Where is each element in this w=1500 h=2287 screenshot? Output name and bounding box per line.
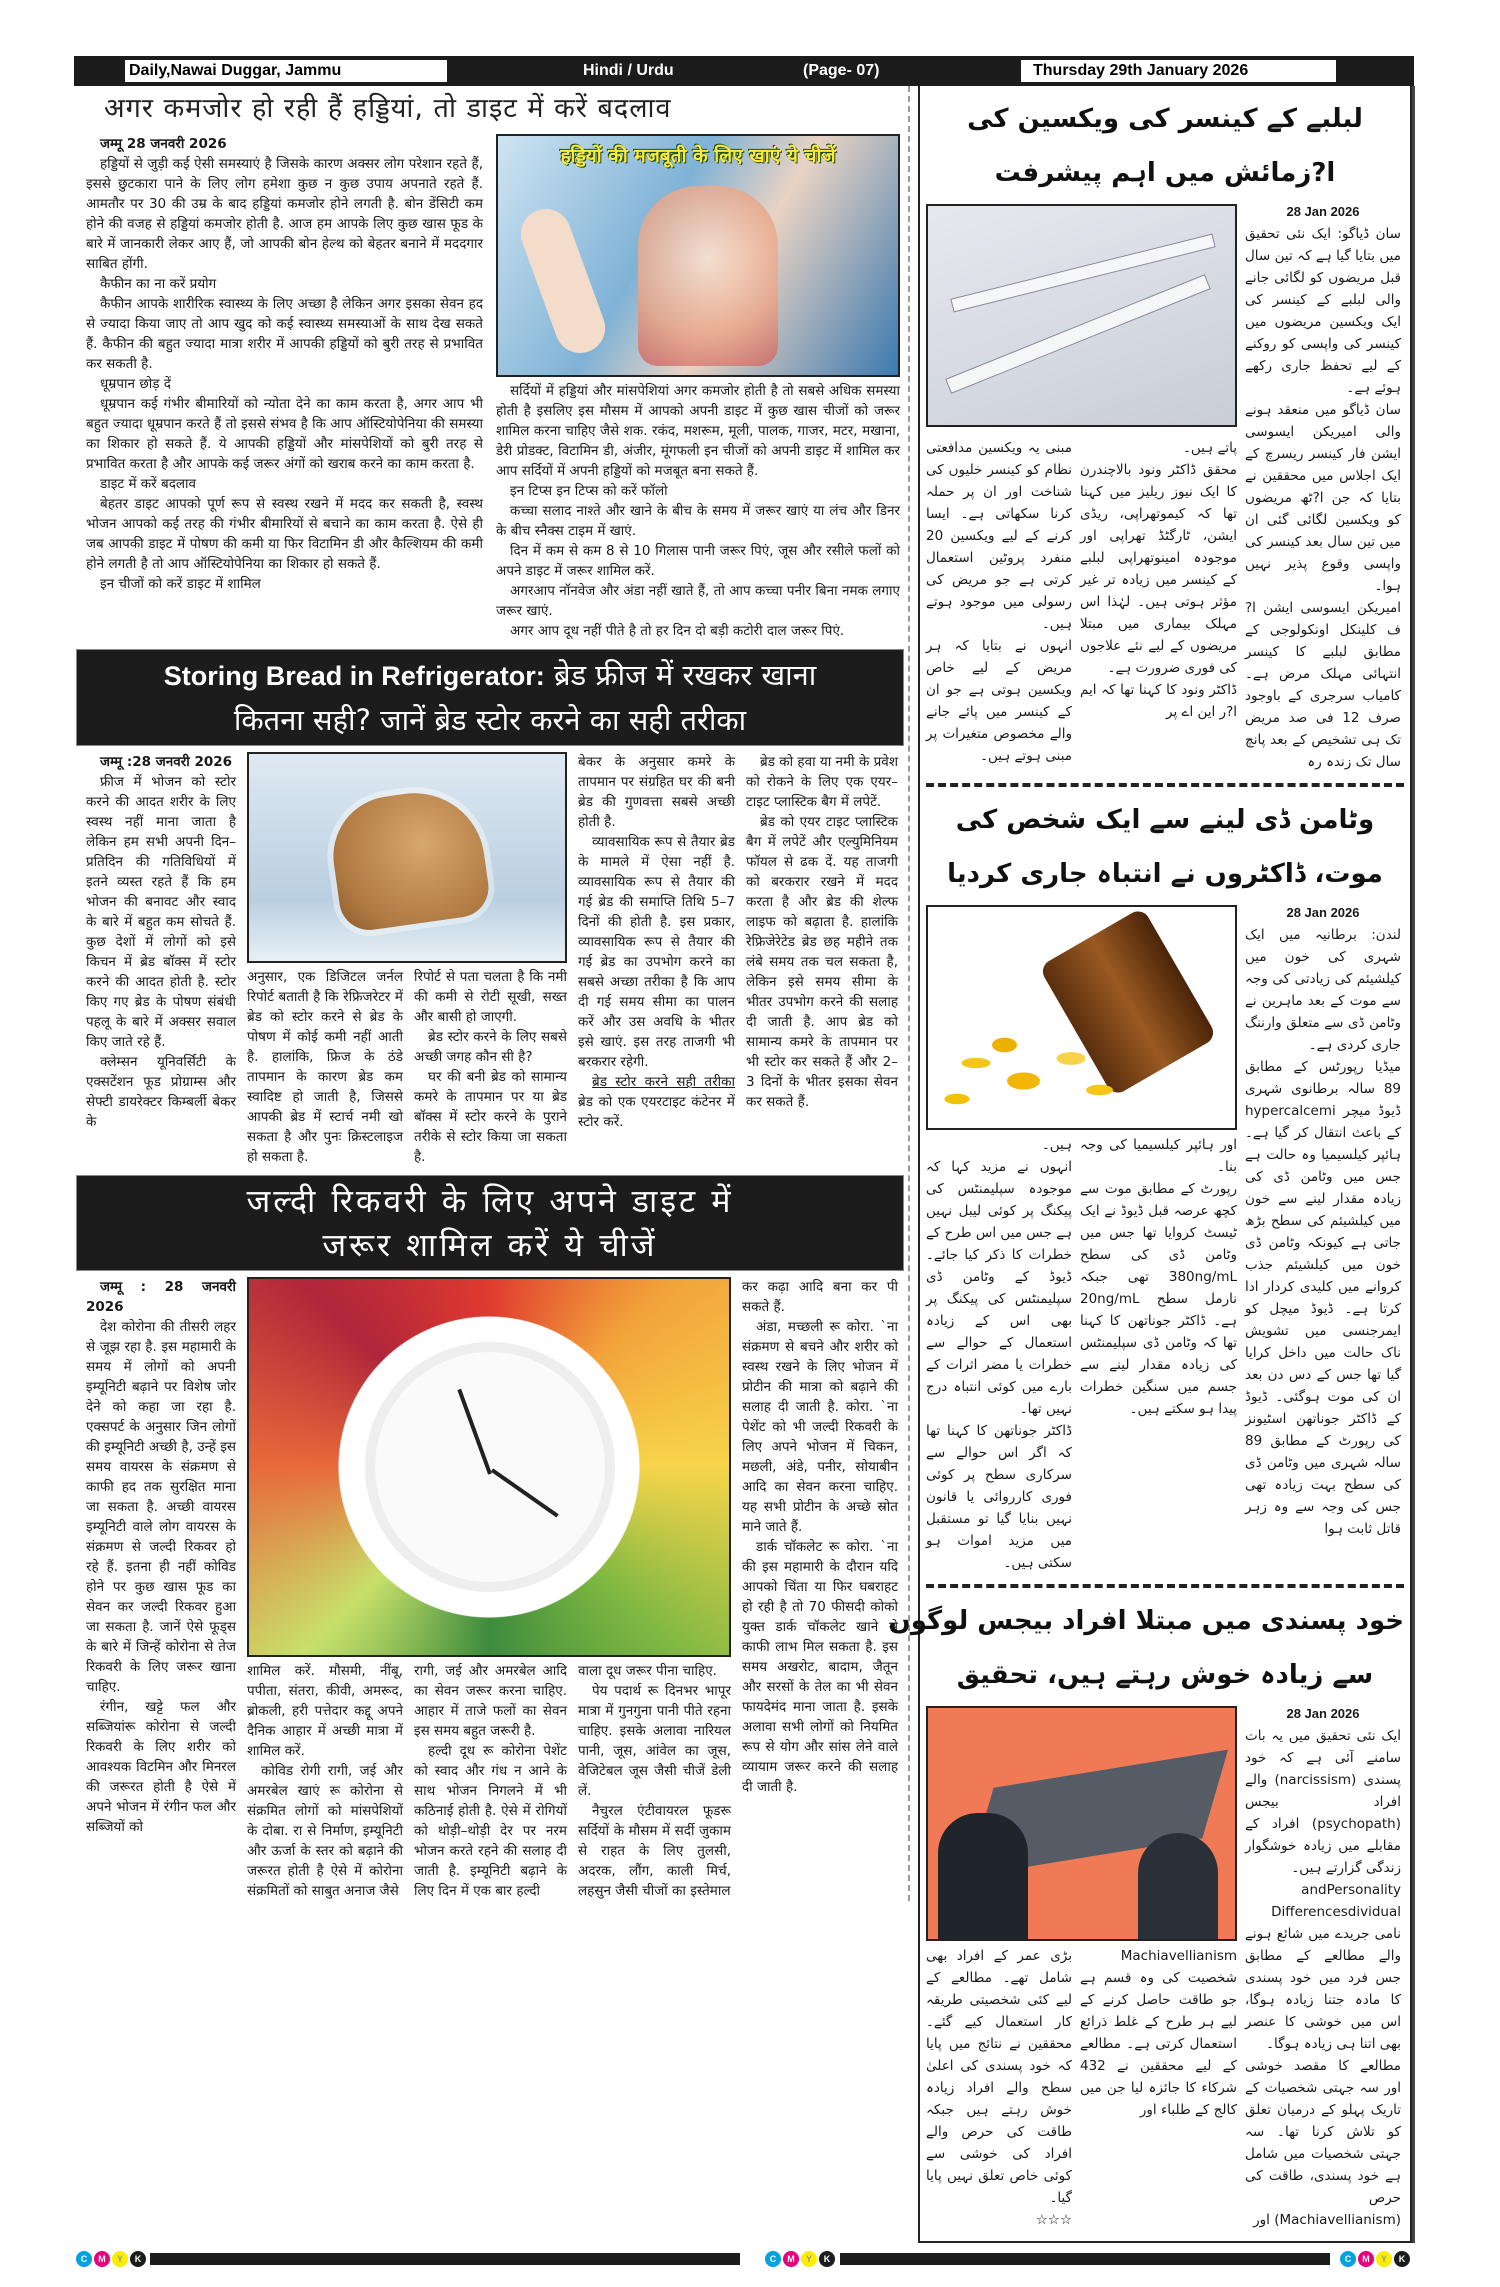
dateline: जम्मू :28 जनवरी 2026 [100,754,233,770]
bread-storage-method [578,1072,735,1132]
paragraph: Machiavellianism شخصیت کی وہ قسم ہے جو طاقت حاصل کرنے کے لیے ہر طرح کے غلط ذرائع استعمال کرتی ہے۔ مطالعے کے لیے محققین نے 432 شرکاء کا جائزہ لیا جن میں کالج کے طلباء اور [1080,1948,1237,2118]
paragraph: कर कढ़ा आदि बना कर पी सकते हैं. [742,1279,898,1315]
paragraph: धूम्रपान कई गंभीर बीमारियों को न्योता देने का काम करता है, अगर आप भी बहुत ज्यादा धूम्रपान करते हैं तो इससे संभव है कि आप ऑस्टियोपेनिया की समस्या का शिकार हो सकते हैं. ये आपकी हड्डियों और मांसपेशियों को बुरी तरह से प्रभावित करता है और आपके कई जरूर अंगों को खराब करने का काम करता है. [86,396,483,472]
paragraph: हड्डियों से जुड़ी कई ऐसी समस्याएं है जिसके कारण अक्सर लोग परेशान रहते हैं, इससे छुटकारा पाने के लिए लोग हमेशा कुछ न कुछ उपाय अपनाते रहते हैं. आमतौर पर 30 की उम्र के बाद हड्डियां कमजोर होने लगती है. बोन डेंसिटी कम होने की वजह से हड्डियां कमजोर होती है. आज हम आपके लिए कुछ खास फूड के बारे में जानकारी लेकर आए हैं, जो आपकी बोन हेल्थ को बेहतर बनाने में मददगार साबित होंगी. [86,156,483,272]
paragraph: कोविड रोगी रागी, जई और अमरबेल खाएं रू कोरोना से संक्रमित लोगों को मांसपेशियों के दोबा. रा से निर्माण, इम्यूनिटी और ऊर्जा के स्तर को बढ़ाने की जरूरत होती है ऐसे में कोरोना संक्रमितों को साबुत अनाज जैसे [247,1763,403,1899]
subheading: इन चीजों को करें डाइट में शामिल [100,576,261,592]
urdu-narcissism-column-3 [926,1945,1072,2231]
urdu-narcissism-right-column [1245,1706,1401,2231]
paragraph: शामिल करें. मौसमी, नींबू, पपीता, संतरा, कीवी, अमरूद, ब्रोकली, हरी पत्तेदार कद्दू अपने दैनिक आहार में अच्छी मात्रा में शामिल करें. [247,1663,403,1759]
urdu-cancer-vaccine-headline [926,92,1404,200]
figure-right [1138,1833,1218,1941]
paper-name: Daily,Nawai Duggar, Jammu [125,60,447,82]
paragraph: सर्दियों में हड्डियां और मांसपेशियां अगर कमजोर होती है तो सबसे अधिक समस्या होती है इसलिए इस मौसम में आपको अपनी डाइट में कुछ खास चीजों को जरूर शामिल करना चाहिए जैसे शक. रकंद, मशरूम, मूली, पालक, गाजर, मटर, मखाना, डेरी प्रोडक्ट, विटामिन डी, अंजीर, मूंगफली इन चीजों को अपनी डाइट में शामिल कर आप सर्दियों में अपनी हड्डियों को मजबूत बना सकते हैं. [496,383,900,479]
paragraph: हल्दी दूध रू कोरोना पेशेंट को स्वाद और गंध न आने के साथ भोजन निगलने में भी कठिनाई होती है. ऐसे में रोगियों को थोड़ी–थोड़ी देर पर नरम भोजन करते रहने की सलाह दी जाती है. इम्यूनिटी बढ़ाने के लिए दिन में एक बार हल्दी [414,1743,567,1899]
column-body [1245,924,1401,1540]
section-divider [926,783,1404,787]
paragraph: ब्रेड को एयर टाइट प्लास्टिक बैग में लपेटें और एल्युमिनियम फॉयल से ढक दें. यह ताजगी को बरकरार रखने में मदद करता है और ब्रेड की शेल्फ लाइफ को बढ़ाता है. हालांकि रेफ्रिजेरेटेड ब्रेड छह महीने तक लंबे समय तक चल सकता है, लेकिन इसे समय सीमा के भीतर उपभोग करने की सलाह दी जाती है. आप ब्रेड को सामान्य कमरे के तापमान पर भी स्टोर कर सकते हैं और 2–3 दिनों के भीतर इसका सेवन कर सकते हैं. [746,814,898,1110]
column-body [1245,223,1401,773]
subheading: कैफीन का ना करें प्रयोग [100,276,217,292]
paragraph: घर की बनी ब्रेड को सामान्य कमरे के तापमान पर या ब्रेड बॉक्स में स्टोर करने के पुराने तरीके से स्टोर किया जा सकता है. [414,1069,567,1165]
dateline: जम्मू 28 जनवरी 2026 [100,136,227,152]
bread-column-4-body [578,752,735,1072]
paragraph: میڈیا رپورٹس کے مطابق 89 سالہ برطانوی شہری ڈیوڈ میچر hypercalcemi کے باعث انتقال کر گیا ہے۔ ہائپر کیلسیمیا وہ حالت ہے جس میں وٹامن ڈی کی زیادہ مقدار لینے سے خون میں کیلشیئم کی سطح بڑھ جاتی ہے کیونکہ وٹامن ڈی خون میں کیلشیئم جذب کروانے میں کلیدی کردار ادا کرتا ہے۔ ڈیوڈ میچل کو ایمرجنسی میں تشویش ناک حالت میں داخل کرایا گیا تھا جس کے دس دن بعد ان کی موت ہوگئی۔ ڈیوڈ کے ڈاکٹر جوناتھن اسٹیونز کی رپورٹ کے مطابق 89 سالہ شہری میں وٹامن ڈی کی سطح بہت زیادہ تھی جس کی وجہ سے وہ زہر قاتل ثابت ہوا [1245,1059,1401,1537]
article-recovery-headline [76,1175,904,1271]
paragraph: कच्चा सलाद नाश्ते और खाने के बीच के समय में जरूर खाएं या लंच और डिनर के बीच स्नैक्स टाइम में खाएं. [496,503,900,539]
dateline: 28 Jan 2026 [1286,905,1360,920]
cmyk-marks-right [1340,2251,1412,2267]
paragraph: andPersonality Differencesdividual نامی جریدے میں شائع ہونے والے مطالعے کے مطابق جس فرد میں خود پسندی کا مادہ جتنا زیادہ ہوگا، اس میں خوشی کا عنصر بھی اتنا ہی زیادہ ہوگا۔ [1245,1882,1401,2052]
urdu-narcissism-headline [888,1594,1404,1702]
paragraph: ہیں۔ [1041,1137,1072,1153]
paragraph: अंडा, मच्छली रू कोरा. `ना संक्रमण से बचने और शरीर को स्वस्थ रखने के लिए भोजन में प्रोटीन की मात्रा को बढ़ाने की सलाह दी जाती है. कोरा. `ना पेशेंट को भी जल्दी रिकवरी के लिए अपने भोजन में चिकन, मछली, अंडे, पनीर, सोयाबीन आदि का सेवन करना चाहिए. यह सभी प्रोटीन के अच्छे स्रोत माने जाते हैं. [742,1319,898,1535]
urdu-cancer-right-column [1245,204,1401,773]
subheading: धूम्रपान छोड़ दें [100,376,171,392]
edition-language: Hindi / Urdu [583,62,674,79]
paragraph: مبنی یہ ویکسین مدافعتی نظام کو کینسر خلیوں کی شناخت اور ان پر حملہ کرنا سکھاتی ہے۔ ایسا کرنے کے لیے ویکسین 20 منفرد پروٹین استعمال کرتی ہے جو مریض کی رسولی میں موجود ہوتے ہیں۔ [926,440,1072,632]
registration-strip [76,2251,1416,2267]
paragraph: दिन में कम से कम 8 से 10 गिलास पानी जरूर पिएं, जूस और रसीले फलों को अपने डाइट में जरूर शामिल करें. [496,543,900,579]
urdu-vitamin-right-column [1245,905,1401,1574]
paragraph: بڑی عمر کے افراد بھی شامل تھے۔ مطالعے کے لیے کئی شخصیتی طریقہ کار استعمال کیے گئے۔ محققین نے نتائج میں پایا کہ خود پسندی کی اعلیٰ سطح والے افراد زیادہ خوش رہتے ہیں جبکہ طاقت کی حرص والے افراد کی خوشی سے کوئی خاص تعلق نہیں پایا گیا۔ [926,1948,1072,2206]
paragraph: انہوں نے بتایا کہ ہر مریض کے لیے خاص ویکسین ہوتی ہے جو ان کے کینسر میں پائے جانے والے مخصوص متغیرات پر مبنی ہوتے ہیں۔ [926,638,1072,764]
hindi-section [74,86,910,1901]
headline-english: Storing Bread in Refrigerator: [163,661,545,691]
black-mark: K [819,2251,835,2267]
knee-joint-illustration [638,186,778,366]
paragraph: اور ہائپر کیلسیمیا کی وجہ بنا۔ [1080,1137,1237,1175]
article-recovery [86,1277,898,1901]
paragraph: कैफीन आपके शारीरिक स्वास्थ्य के लिए अच्छा है लेकिन अगर इसका सेवन हद से ज्यादा किया जाए तो आप खुद को कई स्वास्थ्य समस्याओं के साथ देख सकते हैं. कैफीन की बहुत ज्यादा मात्रा शरीर में आपकी हड्डियों को बुरी तरह से प्रभावित कर सकती है. [86,296,483,372]
paragraph: انہوں نے مزید کہا کہ موجودہ سپلیمنٹس کی پیکنگ پر کوئی لیبل نہیں ہے جس میں اس طرح کے خطرات کا ذکر کیا جائے۔ ڈیوڈ کے وٹامن ڈی سپلیمنٹس کی پیکنگ پر بھی اس کے زیادہ استعمال کے حوالے سے خطرات یا مضر اثرات کے بارے میں کوئی انتباہ درج نہیں تھا۔ [926,1159,1072,1417]
cyan-mark: C [765,2251,781,2267]
paragraph: ایک نئی تحقیق میں یہ بات سامنے آئی ہے کہ خود پسندی (narcissism) والے افراد بیجس (psychopath) افراد کے مقابلے میں زیادہ خوشگوار زندگی گزارتے ہیں۔ [1245,1728,1401,1876]
dateline: 28 Jan 2026 [1286,1706,1360,1721]
paragraph: व्यावसायिक रूप से तैयार ब्रेड के मामले में ऐसा नहीं है. व्यावसायिक रूप से तैयार की गई ब्रेड की समाप्ति तिथि 5–7 दिनों की होती है. इस प्रकार, व्यावसायिक रूप से तैयार की गई ब्रेड का उपभोग करने का सबसे अच्छा तरीका है कि आप दी गई समय सीमा का पालन करें और उस अवधि के भीतर इसे खाएं. इस तरह ताजगी भी बरकरार रहेगी. [578,834,735,1070]
subheading: डाइट में करें बदलाव [100,476,197,492]
recovery-column-3 [414,1661,567,1901]
paragraph: پاتے ہیں۔ [1183,440,1237,456]
magenta-mark: M [94,2251,110,2267]
urdu-cancer-column-2 [1080,437,1237,773]
capsules [938,1027,1128,1117]
recovery-column-5 [742,1277,898,1901]
bread-column-2 [247,967,403,1167]
black-mark: K [1394,2251,1410,2267]
dateline: 28 Jan 2026 [1286,204,1360,219]
paragraph: ब्रेड स्टोर करने के लिए सबसे अच्छी जगह कौन सी है? [414,1029,567,1065]
paragraph: ब्रेड को एक एयरटाइट कंटेनर में स्टोर करें. [578,1094,735,1130]
urdu-vitamin-column-3 [926,1134,1072,1574]
headline-line-1: خود پسندی میں مبتلا افراد بیجس لوگوں [888,1606,1404,1636]
recovery-column-2 [247,1661,403,1901]
section-divider [926,1584,1404,1588]
bread-loaf [326,784,493,934]
paragraph: रंगीन, खट्टे फल और सब्जियांरू कोरोना से जल्दी रिकवरी के लिए शरीर को आवश्यक विटमिन और मिनरल की जरूरत होती है ऐसे में अपने भोजन में रंगीन फल और सब्जियों को [86,1699,236,1835]
headline-line-2: जरूर शामिल करें ये चीजें [322,1226,658,1264]
page-body [74,86,1414,2243]
recovery-column-4 [578,1661,731,1901]
urdu-narcissism-column-2 [1080,1945,1237,2231]
article-bread [86,752,898,1167]
paragraph: पेय पदार्थ रू दिनभर भापूर मात्रा में गुनगुना पानी पीते रहना चाहिए. इसके अलावा नारियल पानी, जूस, आंवेल का जूस, वेजिटेबल जूस जैसी चीजें डेली लें. [578,1683,731,1799]
masthead-bar [74,56,1414,86]
article-bones [86,134,898,641]
figure-left [938,1813,1028,1941]
paragraph: لندن: برطانیہ میں ایک شہری کی خون میں کیلشیئم کی زیادتی کی وجہ سے موت کے بعد ماہرین نے وٹامن ڈی سے متعلق وارننگ جاری کردی ہے۔ [1245,927,1401,1053]
registration-bar [150,2253,740,2265]
paragraph: वाला दूध जरूर पीना चाहिए. [578,1663,717,1679]
bread-column-1 [86,752,236,1167]
paragraph: फ्रीज में भोजन को स्टोर करने की आदत शरीर के लिए स्वस्थ नहीं माना जाता है लेकिन हम सभी अपनी दिन–प्रतिदिन की गतिविधियों में इतने व्यस्त रहते हैं कि हम भोजन की बनावट और स्वाद के बारे में बहुत कम सोचते हैं. कुछ देशों में लोगों को इसे किचन में ब्रेड बॉक्स में स्टोर करने की आदत होती है. स्टोर किए गए ब्रेड के पोषण संबंधी पहलू के बारे में अक्सर सवाल किए जाते रहे हैं. [86,774,236,1050]
article-bones-middle-column [496,381,900,641]
magenta-mark: M [1358,2251,1374,2267]
headline-line-2: سے زیادہ خوش رہتے ہیں، تحقیق [956,1660,1374,1690]
narcissism-illustration [926,1706,1237,1941]
white-plate [365,1342,615,1592]
paragraph: बेकर के अनुसार कमरे के तापमान पर संग्रहित घर की बनी ब्रेड की गुणवत्ता सबसे अच्छी होती है. [578,754,735,830]
paragraph: رپورٹ کے مطابق موت سے کچھ عرصہ قبل ڈیوڈ نے ایک ٹیسٹ کروایا تھا جس میں وٹامن ڈی کی سطح 380ng/mL تھی جبکہ نارمل سطح 20ng/mL ہے۔ ڈاکٹر جوناتھن کا کہنا تھا کہ وٹامن ڈی سپلیمنٹس کی زیادہ مقدار لینے سے جسم میں سنگین خطرات پیدا ہو سکتے ہیں۔ [1080,1181,1237,1417]
cyan-mark: C [76,2251,92,2267]
headline-line-2: ا?زمائش میں اہم پیشرفت [994,158,1336,188]
urdu-vitamin-d-headline [926,793,1404,901]
syringes-photo [926,204,1237,427]
subheading: इन टिप्स इन टिप्स को करें फॉलो [510,483,668,499]
paragraph: अगर आप दूध नहीं पीते है तो हर दिन दो बड़ी कटोरी दाल जरूर पिएं. [510,623,845,639]
paragraph: बेहतर डाइट आपको पूर्ण रूप से स्वस्थ रखने में मदद कर सकती है, स्वस्थ भोजन आपको कई तरह की गंभीर बीमारियों से बचाने का काम करता है. ऐसे ही जब आपकी डाइट में पोषण की कमी या फिर विटामिन डी और कैल्शियम की कमी होने लगती है तो आप ऑस्टियोपेनिया का शिकार हो सकते हैं. [86,496,483,572]
paragraph: سان ڈیاگو: ایک نئی تحقیق میں بتایا گیا ہے کہ تین سال قبل مریضوں کو لگائی جانے والی لبلبے کے کینسر کی ایک ویکسین مریضوں میں کینسر کی واپسی کو روکنے کے لیے تحفظ جاری رکھے ہوئے ہے۔ [1245,226,1401,396]
paragraph: ڈاکٹر ونود کا کہنا تھا کہ ایم ا?ر این اے پر [1080,682,1237,720]
column-body [1245,1725,1401,2231]
paragraph: रागी, जई और अमरबेल आदि का सेवन जरूर करना चाहिए. आहार में ताजे फलों का सेवन इस समय बहुत जरूरी है. [414,1663,567,1739]
yellow-mark: Y [801,2251,817,2267]
healthy-food-plate-photo [247,1277,731,1657]
pointing-hand [514,202,612,360]
paragraph: रिपोर्ट से पता चलता है कि नमी की कमी से रोटी सूखी, सख्त और बासी हो जाएगी. [414,969,567,1025]
paragraph: ☆☆☆ [1035,2212,1072,2228]
issue-date: Thursday 29th January 2026 [1021,60,1336,82]
paragraph: امیریکن ایسوسی ایشن ا?ف کلینکل اونکولوجی کے مطابق لبلبے کا کینسر انتہائی مہلک مرض ہے۔ کامیاب سرجری کے باوجود صرف 12 فی صد مریض تک ہی تشخیص کے بعد پانچ سال تک زندہ رہ [1245,600,1401,770]
yellow-mark: Y [112,2251,128,2267]
urdu-vitamin-column-2 [1080,1134,1237,1574]
article-bones-right [496,134,900,641]
headline-line-1: जल्दी रिकवरी के लिए अपने डाइट में [246,1182,734,1220]
bread-in-fridge-photo [247,752,567,963]
paragraph: नैचुरल एंटीवायरल फूडरू सर्दियों के मौसम में सर्दी जुकाम से राहत के लिए तुलसी, अदरक, लौंग, काली मिर्च, लहसुन जैसी चीजों का इस्तेमाल [578,1803,731,1899]
bones-photo [496,134,900,377]
cmyk-marks-left [76,2251,148,2267]
paragraph: سان ڈیاگو میں منعقد ہونے والی امیریکن ایسوسی ایشن فار کینسر ریسرچ کے ایک اجلاس میں محققین نے بتایا کہ جن ا?ٹھ مریضوں کو ویکسین لگائی گئی ان میں تین سال بعد کینسر کی واپسی وقوع پذیر نہیں ہوا۔ [1245,402,1401,594]
bread-column-3 [414,967,567,1167]
cyan-mark: C [1340,2251,1356,2267]
yellow-mark: Y [1376,2251,1392,2267]
article-bread-headline [76,649,904,746]
subheading: ब्रेड स्टोर करने सही तरीका [592,1074,735,1090]
article-bones-headline: अगर कमजोर हो रही हैं हड्डियां, तो डाइट में करें बदलाव [104,93,672,124]
cmyk-marks-center [765,2251,837,2267]
magenta-mark: M [783,2251,799,2267]
registration-bar [840,2253,1330,2265]
paragraph: देश कोरोना की तीसरी लहर से जूझ रहा है. इस महामारी के समय में लोगों को अपनी इम्यूनिटी बढ़ाने पर विशेष जोर देने को कहा जा रहा है. एक्सपर्ट के अनुसार जिन लोगों की इम्यूनिटी अच्छी है, उन्हें इस समय वायरस के संक्रमण से काफी हद तक सुरक्षित माना जा सकता है. अच्छी वायरस इम्यूनिटी वाले लोग वायरस के संक्रमण से जल्दी रिकवर हो रहे हैं. इतना ही नहीं कोविड होने पर कुछ खास फूड का सेवन कर जल्दी रिकवर हुआ जा सकता है. जानें ऐसे फूड्स के बारे में जिन्हें कोरोना से तेज रिकवरी के लिए जरूर खाना चाहिए. [86,1319,236,1695]
page-number: (Page- 07) [803,62,880,79]
headline-line-1: وٹامن ڈی لینے سے ایک شخص کی [955,805,1375,835]
dateline: जम्मू : 28 जनवरी 2026 [86,1279,236,1315]
urdu-section-box [888,86,1412,2243]
bread-column-4 [578,752,735,1167]
urdu-narcissism-article [926,1706,1404,2231]
paragraph: ڈاکٹر جوناتھن کا کہنا تھا کہ اگر اس حوالے سے سرکاری سطح پر کوئی فوری کارروائی یا قانون نہیں بنایا گیا تو مستقبل میں مزید اموات ہو سکتی ہیں۔ [926,1423,1072,1571]
headline-hindi-1: ब्रेड फ्रीज में रखकर खाना [554,658,817,692]
headline-line-1: لبلبے کے کینسر کی ویکسین کی [967,104,1363,134]
bones-photo-caption: हड्डियों की मजबूती के लिए खाएं ये चीजें [560,145,836,167]
black-mark: K [130,2251,146,2267]
paragraph: مطالعے کا مقصد خوشی اور سہ جہتی شخصیات کے تاریک پہلو کے درمیان تعلق کو تلاش کرنا تھا۔ سہ جہتی شخصیات میں شامل ہے خود پسندی، طاقت کی حرص (Machiavellianism) اور [1245,2058,1401,2228]
headline-line-2: موت، ڈاکٹروں نے انتباہ جاری کردیا [947,859,1383,889]
urdu-cancer-article [926,204,1404,773]
headline-hindi-2: कितना सही? जानें ब्रेड स्टोर करने का सही तरीका [233,703,747,737]
paragraph: ब्रेड को हवा या नमी के प्रवेश को रोकने के लिए एक एयर–टाइट प्लास्टिक बैग में लपेटें. [746,754,898,810]
paragraph: डार्क चॉकलेट रू कोरा. `ना की इस महामारी के दौरान यदि आपको चिंता या फिर घबराहट हो रही है तो 70 फीसदी कोको युक्त डार्क चॉकलेट खाने से काफी लाभ मिल सकता है. इस समय अखरोट, बादाम, जैतून और सरसों के तेल का भी सेवन फायदेमंद माना जाता है. इसके अलावा सभी लोगों को नियमित रूप से योग और सांस लेने वाले व्यायाम जरूर करने की सलाह दी जाती है. [742,1539,898,1795]
paragraph: محقق ڈاکٹر ونود بالاچندرن کا ایک نیوز ریلیز میں کہنا تھا کہ کیموتھراپی، ریڈی ایشن، ٹارگٹڈ تھراپی اور موجودہ امینوتھراپی لبلبے کے کینسر میں زیادہ تر غیر مؤثر ہوتی ہیں۔ لہٰذا اس مہلک بیماری میں مبتلا مریضوں کے لیے نئے علاجوں کی فوری ضرورت ہے۔ [1080,462,1237,676]
recovery-column-1 [86,1277,236,1901]
bread-column-5 [746,752,898,1167]
urdu-vitamin-d-article [926,905,1404,1574]
paragraph: क्लेम्सन यूनिवर्सिटी के एक्सटेंशन फूड प्रोग्राम्स और सेफ्टी डायरेक्टर किम्बर्ली बेकर के [86,1054,236,1130]
paragraph: अगरआप नॉनवेज और अंडा नहीं खाते हैं, तो आप कच्चा पनीर बिना नमक लगाए जरूर खाएं. [496,583,900,619]
paragraph: अनुसार, एक डिजिटल जर्नल रिपोर्ट बताती है कि रेफ्रिजरेटर में ब्रेड को स्टोर करने से ब्रेड के पोषण में कोई कमी नहीं आती है. हालांकि, फ्रिज के ठंडे तापमान के कारण ब्रेड कम स्वादिष्ट हो जाती है, जिससे आपकी ब्रेड में स्टार्च नमी खो सकता है और पुनः क्रिस्टलाइज हो सकता है. [247,969,403,1165]
vitamin-d-capsules-photo [926,905,1237,1130]
article-bones-left-column [86,134,483,641]
urdu-cancer-column-3 [926,437,1072,773]
